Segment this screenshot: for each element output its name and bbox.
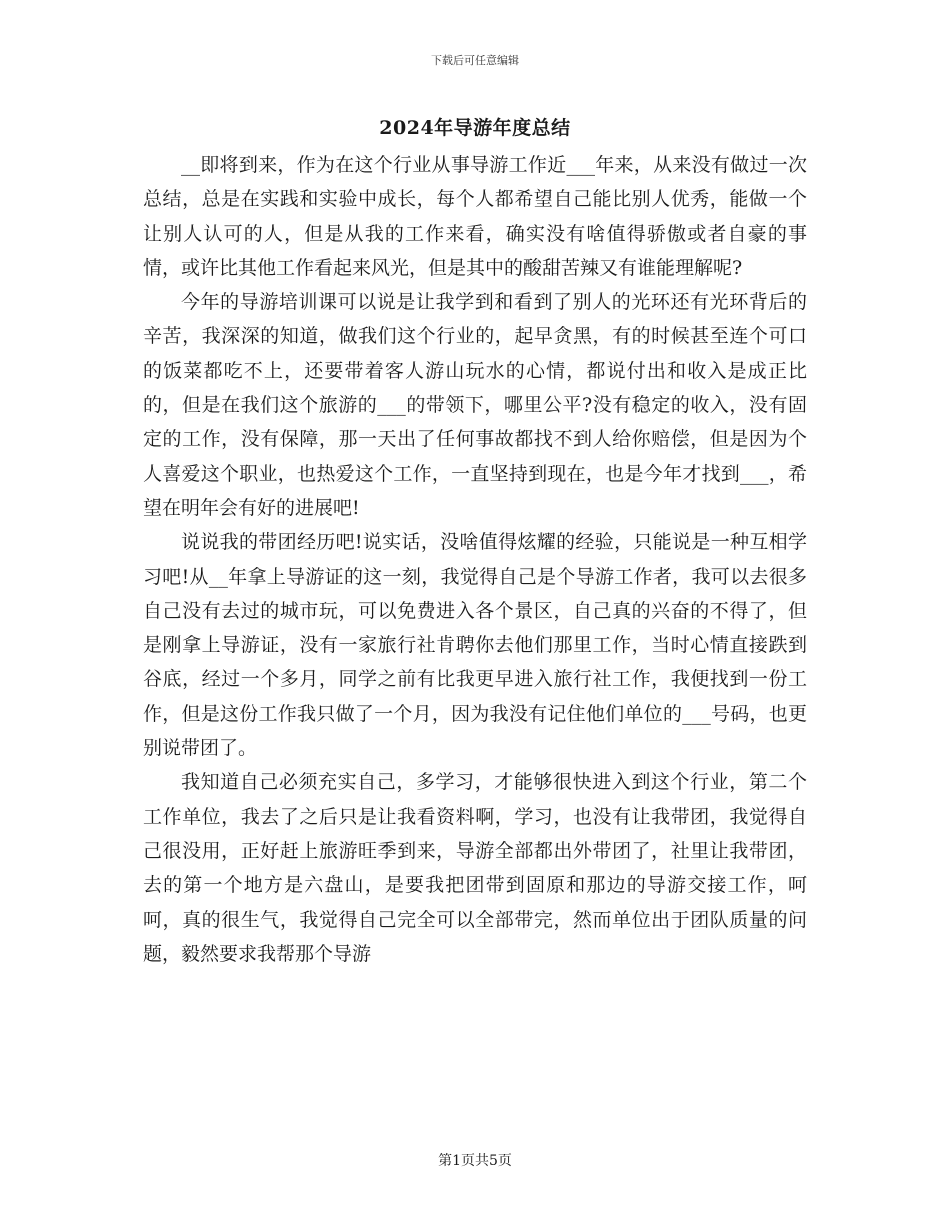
paragraph-1: __即将到来，作为在这个行业从事导游工作近___年来，从来没有做过一次总结，总是在实践和实验中成长，每个人都希望自己能比别人优秀，能做一个让别人认可的人，但是从我的工作来看，确实没有啥值得骄傲或者自豪的事情，或许比其他工作看起来风光，但是其中的酸甜苦辣又有谁能理解呢? xyxy=(143,154,807,279)
page-header-note: 下载后可任意编辑 xyxy=(431,54,519,67)
document-body xyxy=(143,148,807,971)
page-number: 第1页共5页 xyxy=(438,1153,512,1169)
paragraph-2: 今年的导游培训课可以说是让我学到和看到了别人的光环还有光环背后的辛苦，我深深的知道，做我们这个行业的，起早贪黑，有的时候甚至连个可口的饭菜都吃不上，还要带着客人游山玩水的心情，都说付出和收入是成正比的，但是在我们这个旅游的___的带领下，哪里公平?没有稳定的收入，没有固定的工作，没有保障，那一天出了任何事故都找不到人给你赔偿，但是因为个人喜爱这个职业，也热爱这个工作，一直坚持到现在，也是今年才找到___，希望在明年会有好的进展吧! xyxy=(143,291,807,519)
document-title: 2024年导游年度总结 xyxy=(379,117,571,139)
paragraph-3: 说说我的带团经历吧!说实话，没啥值得炫耀的经验，只能说是一种互相学习吧!从__年拿上导游证的这一刻，我觉得自己是个导游工作者，我可以去很多自己没有去过的城市玩，可以免费进入各个景区，自己真的兴奋的不得了，但是刚拿上导游证，没有一家旅行社肯聘你去他们那里工作，当时心情直接跌到谷底，经过一个多月，同学之前有比我更早进入旅行社工作，我便找到一份工作，但是这份工作我只做了一个月，因为我没有记住他们单位的___号码，也更别说带团了。 xyxy=(143,531,807,760)
paragraph-4: 我知道自己必须充实自己，多学习，才能够很快进入到这个行业，第二个工作单位，我去了之后只是让我看资料啊，学习，也没有让我带团，我觉得自己很没用，正好赶上旅游旺季到来，导游全部都出外带团了，社里让我带团，去的第一个地方是六盘山，是要我把团带到固原和那边的导游交接工作，呵呵，真的很生气，我觉得自己完全可以全部带完，然而单位出于团队质量的问题，毅然要求我帮那个导游 xyxy=(143,771,807,965)
